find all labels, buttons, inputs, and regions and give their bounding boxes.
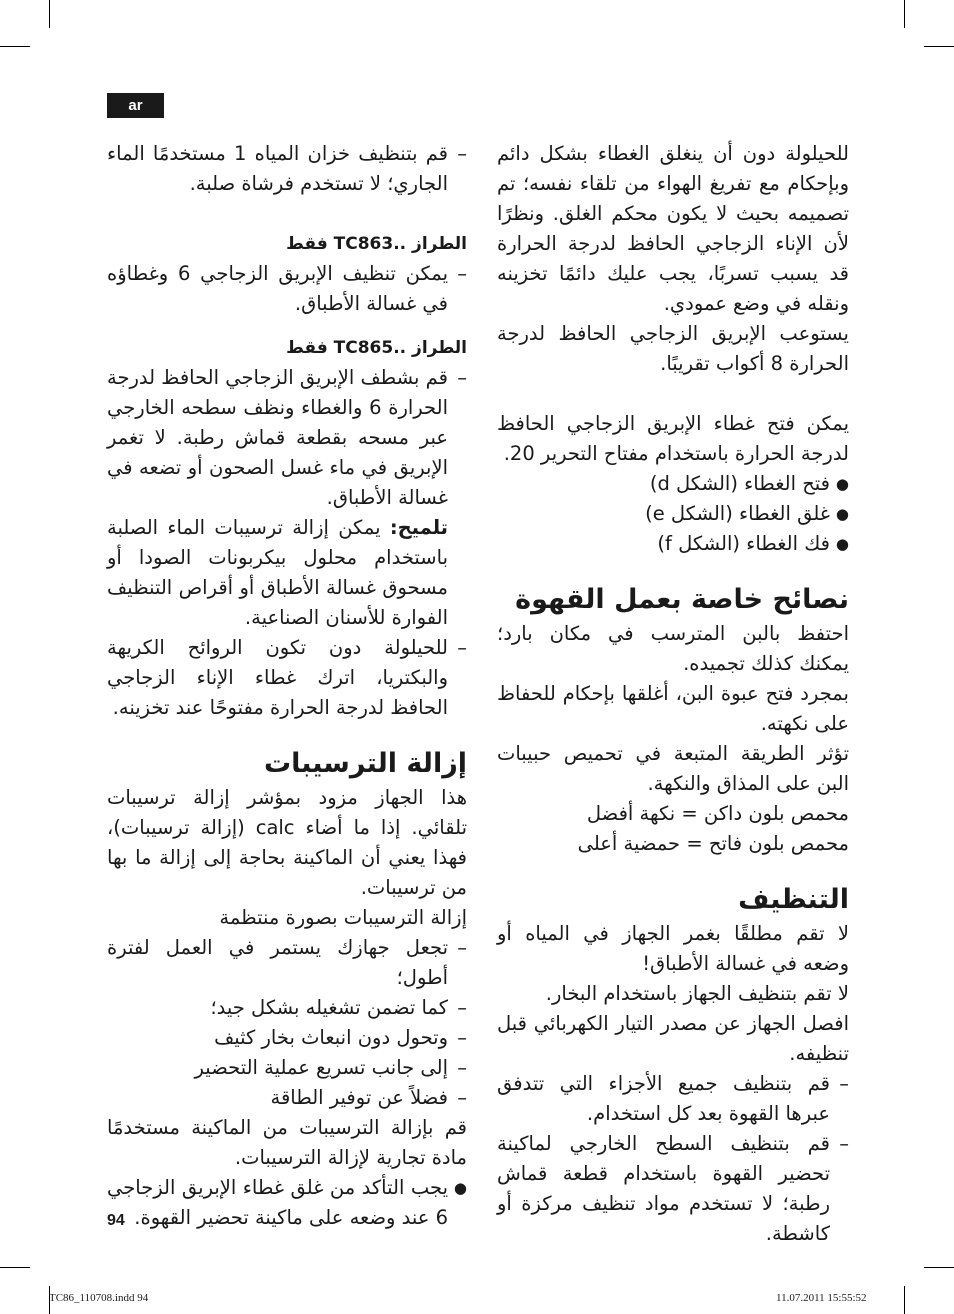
dash-marker: –: [457, 366, 467, 389]
capacity-paragraph: يستوعب الإبريق الزجاجي الحافظ لدرجة الحرارة 8 أكواب تقريبًا.: [497, 322, 849, 375]
model-tc863-heading: الطراز ..TC863 فقط: [286, 234, 467, 254]
bullet-item: ● يجب التأكد من غلق غطاء الإبريق الزجاجي 6 عند وضعه على ماكينة تحضير القهوة.: [107, 1173, 467, 1233]
dash-item: – إلى جانب تسريع عملية التحضير: [107, 1053, 467, 1083]
dash-marker: –: [457, 996, 467, 1019]
dash-marker: –: [457, 936, 467, 959]
footer-datetime: 11.07.2011 15:55:52: [776, 1292, 867, 1304]
dash-item: – تجعل جهازك يستمر في العمل لفترة أطول؛: [107, 933, 467, 993]
dash-marker: –: [457, 636, 467, 659]
bullet-icon: ●: [835, 505, 849, 523]
cleaning-unplug-note: افصل الجهاز عن مصدر التيار الكهربائي قبل تنظيفه.: [497, 1012, 849, 1065]
descale-intro: هذا الجهاز مزود بمؤشر إزالة ترسيبات تلقائي. إذا ما أضاء calc (إزالة ترسيبات)، فهذا يعني أن الماكينة بحاجة إلى إزالة ما بها من ترسيبات.: [107, 786, 467, 899]
crop-mark: [924, 1267, 954, 1268]
crop-mark: [49, 0, 50, 28]
dash-item: – للحيلولة دون تكون الروائح الكريهة والبكتريا، اترك غطاء الإناء الزجاجي الحافظ لدرجة الحرارة مفتوحًا عند تخزينه.: [107, 633, 467, 723]
dash-marker: –: [457, 142, 467, 165]
dash-item: – وتحول دون انبعاث بخار كثيف: [107, 1023, 467, 1053]
model-tc865-heading: الطراز ..TC865 فقط: [286, 338, 467, 358]
cleaning-heading: التنظيف: [738, 884, 849, 915]
right-column: [497, 139, 849, 1249]
footer-file: TC86_110708.indd 94: [49, 1292, 149, 1304]
descale-heading: إزالة الترسيبات: [263, 748, 467, 779]
lid-paragraph: للحيلولة دون أن ينغلق الغطاء بشكل دائم وبإحكام مع تفريغ الهواء من تلقاء نفسه؛ تم تصميمه بحيث لا يكون محكم الغلق. ونظرًا لأن الإناء الزجاجي الحافظ لدرجة الحرارة قد يسبب تسربًا، يجب عليك دائمًا تخزينه ونقله في وضع عمودي.: [497, 142, 849, 315]
crop-mark: [0, 46, 30, 47]
bullet-icon: ●: [835, 475, 849, 493]
roast-dark-line: محمص بلون داكن = نكهة أفضل: [586, 802, 849, 825]
tip-paragraph: بمجرد فتح عبوة البن، أغلقها بإحكام للحفاظ على نكهته.: [497, 682, 849, 735]
dash-marker: –: [839, 1072, 849, 1095]
tip-paragraph: تؤثر الطريقة المتبعة في تحميص حبيبات البن على المذاق والنكهة.: [497, 742, 849, 795]
dash-item: – كما تضمن تشغيله بشكل جيد؛: [107, 993, 467, 1023]
dash-item: – قم بتنظيف خزان المياه 1 مستخدمًا الماء الجاري؛ لا تستخدم فرشاة صلبة.: [107, 139, 467, 199]
hint-paragraph: تلميح: يمكن إزالة ترسيبات الماء الصلبة باستخدام محلول بيكربونات الصودا أو مسحوق غسالة الأطباق أو أقراص التنظيف الفوارة للأسنان الصناعية.: [107, 516, 448, 629]
dash-marker: –: [457, 262, 467, 285]
cleaning-steam-note: لا تقم بتنظيف الجهاز باستخدام البخار.: [545, 982, 849, 1005]
crop-mark: [904, 0, 905, 28]
dash-marker: –: [457, 1086, 467, 1109]
bullet-item: ● غلق الغطاء (الشكل e): [497, 499, 849, 529]
descale-regular: إزالة الترسيبات بصورة منتظمة: [219, 906, 467, 929]
bullet-item: ● فك الغطاء (الشكل f): [497, 529, 849, 559]
dash-item: – فضلاً عن توفير الطاقة: [107, 1083, 467, 1113]
bullet-icon: ●: [835, 535, 849, 553]
dash-marker: –: [457, 1056, 467, 1079]
language-badge: ar: [107, 93, 164, 118]
roast-light-line: محمص بلون فاتح = حمضية أعلى: [577, 832, 849, 855]
dash-item: – يمكن تنظيف الإبريق الزجاجي 6 وغطاؤه في غسالة الأطباق.: [107, 259, 467, 319]
left-column: [107, 139, 467, 1233]
tips-heading: نصائح خاصة بعمل القهوة: [515, 584, 849, 615]
bullet-item: ● فتح الغطاء (الشكل d): [497, 469, 849, 499]
release-paragraph: يمكن فتح غطاء الإبريق الزجاجي الحافظ لدرجة الحرارة باستخدام مفتاح التحرير 20.: [497, 412, 849, 465]
cleaning-warning: لا تقم مطلقًا بغمر الجهاز في المياه أو وضعه في غسالة الأطباق!: [497, 922, 849, 975]
dash-item: – قم بتنظيف جميع الأجزاء التي تتدفق عبرها القهوة بعد كل استخدام.: [497, 1069, 849, 1129]
dash-marker: –: [839, 1132, 849, 1155]
crop-mark: [0, 1267, 30, 1268]
descale-product: قم بإزالة الترسيبات من الماكينة مستخدمًا مادة تجارية لإزالة الترسيبات.: [107, 1116, 467, 1169]
dash-item: – قم بشطف الإبريق الزجاجي الحافظ لدرجة الحرارة 6 والغطاء ونظف سطحه الخارجي عبر مسحه بقطعة قماش رطبة. لا تغمر الإبريق في ماء غسل الصحون أو تضعه في غسالة الأطباق.: [107, 363, 467, 513]
page-number: 94: [107, 1212, 125, 1229]
crop-mark: [904, 1286, 905, 1314]
crop-mark: [924, 46, 954, 47]
bullet-icon: ●: [453, 1179, 467, 1197]
tip-paragraph: احتفظ بالبن المترسب في مكان بارد؛ يمكنك كذلك تجميده.: [497, 622, 849, 675]
dash-marker: –: [457, 1026, 467, 1049]
hint-label: تلميح:: [389, 516, 448, 539]
dash-item: – قم بتنظيف السطح الخارجي لماكينة تحضير القهوة باستخدام قطعة قماش رطبة؛ لا تستخدم مواد تنظيف مركزة أو كاشطة.: [497, 1129, 849, 1249]
